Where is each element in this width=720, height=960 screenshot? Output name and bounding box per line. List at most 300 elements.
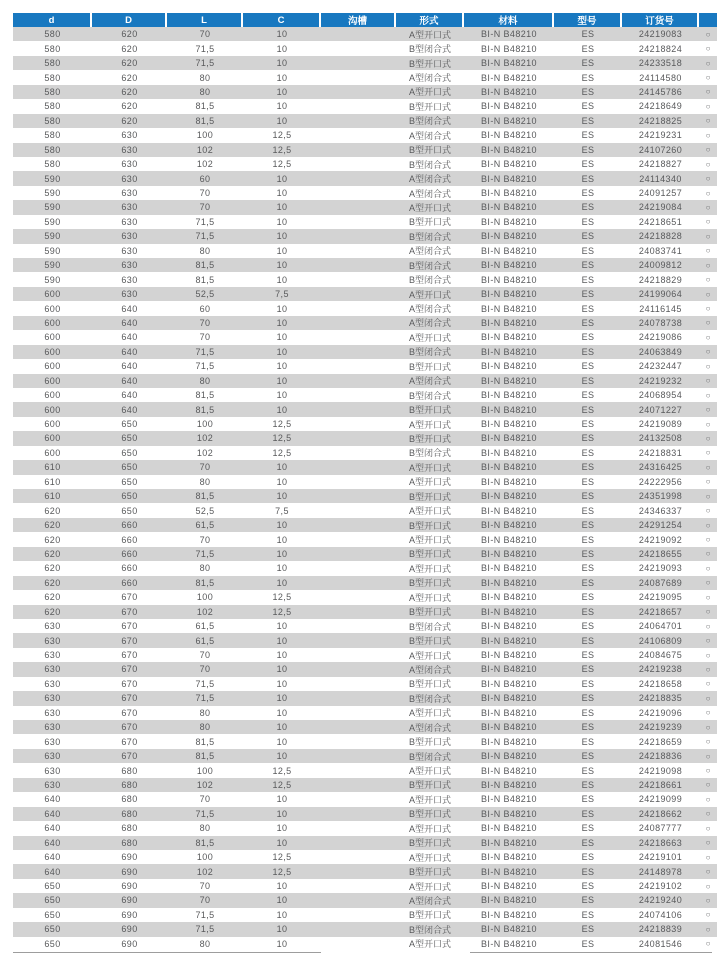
cell-C: 10: [276, 332, 288, 343]
cell-material: BI-N B48210: [481, 274, 537, 285]
cell-D: 680: [121, 794, 138, 805]
cell-groove: [321, 763, 396, 777]
cell-type: A型闭合式: [408, 73, 451, 84]
cell-model: ES: [581, 736, 595, 747]
cell-material: BI-N B48210: [481, 765, 537, 776]
cell-C: 10: [276, 260, 288, 271]
cell-available-mark: ○: [705, 130, 711, 140]
cell-model: ES: [581, 534, 595, 545]
cell-groove: [321, 547, 396, 561]
cell-model: ES: [581, 476, 595, 487]
cell-type: A型开口式: [408, 852, 451, 863]
cell-model: ES: [581, 58, 595, 69]
cell-available-mark: ○: [705, 535, 711, 545]
cell-d: 630: [44, 736, 61, 747]
cell-D: 630: [121, 216, 138, 227]
cell-order-no: 24346337: [638, 505, 683, 516]
table-row: [13, 850, 717, 864]
cell-material: BI-N B48210: [481, 476, 537, 487]
cell-C: 12,5: [272, 866, 292, 877]
cell-groove: [321, 287, 396, 301]
cell-order-no: 24233518: [638, 58, 683, 69]
cell-d: 620: [44, 505, 61, 516]
cell-model: ES: [581, 289, 595, 300]
cell-groove: [321, 576, 396, 590]
cell-type: B型闭合式: [408, 448, 451, 459]
cell-groove: [321, 821, 396, 835]
cell-available-mark: ○: [705, 520, 711, 530]
cell-D: 660: [121, 577, 138, 588]
cell-L: 70: [199, 895, 211, 906]
cell-material: BI-N B48210: [481, 29, 537, 40]
cell-model: ES: [581, 390, 595, 401]
cell-model: ES: [581, 462, 595, 473]
cell-order-no: 24218828: [638, 231, 683, 242]
cell-C: 10: [276, 346, 288, 357]
cell-available-mark: ○: [705, 29, 711, 39]
cell-type: B型开口式: [408, 101, 451, 112]
cell-material: BI-N B48210: [481, 881, 537, 892]
cell-model: ES: [581, 794, 595, 805]
cell-type: A型开口式: [408, 506, 451, 517]
cell-order-no: 24218657: [638, 606, 683, 617]
cell-D: 690: [121, 938, 138, 949]
cell-model: ES: [581, 43, 595, 54]
cell-C: 10: [276, 577, 288, 588]
cell-C: 10: [276, 462, 288, 473]
cell-groove: [321, 807, 396, 821]
cell-type: A型开口式: [408, 708, 451, 719]
cell-model: ES: [581, 144, 595, 155]
cell-groove: [321, 778, 396, 792]
cell-L: 81,5: [195, 115, 215, 126]
cell-available-mark: ○: [705, 549, 711, 559]
cell-d: 640: [44, 794, 61, 805]
cell-material: BI-N B48210: [481, 909, 537, 920]
cell-order-no: 24087777: [638, 823, 683, 834]
cell-L: 81,5: [195, 751, 215, 762]
cell-model: ES: [581, 577, 595, 588]
cell-D: 660: [121, 548, 138, 559]
cell-d: 630: [44, 650, 61, 661]
cell-model: ES: [581, 563, 595, 574]
cell-groove: [321, 648, 396, 662]
cell-order-no: 24219101: [638, 852, 683, 863]
cell-material: BI-N B48210: [481, 520, 537, 531]
cell-groove: [321, 850, 396, 864]
cell-available-mark: ○: [705, 766, 711, 776]
cell-L: 81,5: [195, 260, 215, 271]
cell-model: ES: [581, 866, 595, 877]
cell-d: 580: [44, 130, 61, 141]
cell-order-no: 24291254: [638, 520, 683, 531]
cell-D: 660: [121, 534, 138, 545]
table-row: [13, 633, 717, 647]
cell-L: 81,5: [195, 101, 215, 112]
cell-D: 680: [121, 808, 138, 819]
cell-L: 100: [196, 852, 214, 863]
cell-d: 600: [44, 404, 61, 415]
cell-available-mark: ○: [705, 838, 711, 848]
cell-L: 80: [199, 245, 211, 256]
cell-type: A型闭合式: [408, 722, 451, 733]
cell-available-mark: ○: [705, 289, 711, 299]
cell-type: B型开口式: [408, 737, 451, 748]
cell-order-no: 24064701: [638, 621, 683, 632]
cell-groove: [321, 691, 396, 705]
table-row: [13, 619, 717, 633]
cell-C: 12,5: [272, 779, 292, 790]
cell-d: 600: [44, 317, 61, 328]
table-body: [13, 27, 717, 951]
cell-type: B型闭合式: [408, 44, 451, 55]
cell-C: 10: [276, 520, 288, 531]
table-row: [13, 561, 717, 575]
cell-model: ES: [581, 72, 595, 83]
cell-groove: [321, 460, 396, 474]
cell-available-mark: ○: [705, 491, 711, 501]
table-row: [13, 215, 717, 229]
cell-groove: [321, 864, 396, 878]
cell-C: 10: [276, 881, 288, 892]
cell-d: 580: [44, 86, 61, 97]
table-row: [13, 186, 717, 200]
cell-groove: [321, 171, 396, 185]
cell-D: 670: [121, 707, 138, 718]
cell-model: ES: [581, 650, 595, 661]
cell-available-mark: ○: [705, 188, 711, 198]
cell-d: 640: [44, 837, 61, 848]
cell-D: 640: [121, 346, 138, 357]
cell-order-no: 24219099: [638, 794, 683, 805]
cell-material: BI-N B48210: [481, 462, 537, 473]
table-row: [13, 258, 717, 272]
cell-D: 690: [121, 909, 138, 920]
table-bottom-rule-left: [13, 952, 321, 953]
cell-D: 620: [121, 101, 138, 112]
cell-type: B型开口式: [408, 607, 451, 618]
cell-C: 12,5: [272, 130, 292, 141]
cell-D: 630: [121, 245, 138, 256]
table-row: [13, 99, 717, 113]
cell-material: BI-N B48210: [481, 577, 537, 588]
cell-order-no: 24219098: [638, 765, 683, 776]
cell-C: 10: [276, 548, 288, 559]
cell-d: 600: [44, 419, 61, 430]
cell-L: 52,5: [195, 505, 215, 516]
cell-type: B型闭合式: [408, 116, 451, 127]
cell-C: 12,5: [272, 419, 292, 430]
cell-material: BI-N B48210: [481, 231, 537, 242]
cell-order-no: 24148978: [638, 866, 683, 877]
cell-d: 650: [44, 938, 61, 949]
table-row: [13, 763, 717, 777]
cell-type: A型开口式: [408, 477, 451, 488]
cell-model: ES: [581, 592, 595, 603]
cell-order-no: 24219092: [638, 534, 683, 545]
cell-material: BI-N B48210: [481, 707, 537, 718]
table-row: [13, 114, 717, 128]
cell-model: ES: [581, 621, 595, 632]
cell-order-no: 24107260: [638, 144, 683, 155]
cell-type: B型开口式: [408, 433, 451, 444]
cell-type: B型闭合式: [408, 693, 451, 704]
header-cell-D: D: [92, 13, 167, 27]
cell-D: 620: [121, 115, 138, 126]
cell-C: 10: [276, 664, 288, 675]
cell-model: ES: [581, 693, 595, 704]
cell-model: ES: [581, 86, 595, 97]
cell-order-no: 24219083: [638, 29, 683, 40]
cell-D: 670: [121, 664, 138, 675]
cell-D: 630: [121, 231, 138, 242]
table-row: [13, 85, 717, 99]
cell-L: 102: [196, 433, 214, 444]
cell-C: 12,5: [272, 765, 292, 776]
cell-order-no: 24218836: [638, 751, 683, 762]
cell-available-mark: ○: [705, 679, 711, 689]
cell-C: 10: [276, 173, 288, 184]
table-row: [13, 417, 717, 431]
cell-d: 580: [44, 29, 61, 40]
table-row: [13, 374, 717, 388]
table-row: [13, 734, 717, 748]
cell-groove: [321, 619, 396, 633]
cell-L: 81,5: [195, 577, 215, 588]
cell-order-no: 24116145: [639, 303, 682, 314]
cell-type: A型开口式: [408, 650, 451, 661]
table-bottom-rule-right: [470, 952, 712, 953]
table-row: [13, 301, 717, 315]
cell-d: 610: [44, 476, 61, 487]
cell-model: ES: [581, 808, 595, 819]
cell-d: 590: [44, 245, 61, 256]
cell-d: 620: [44, 548, 61, 559]
cell-groove: [321, 229, 396, 243]
table-row: [13, 287, 717, 301]
cell-groove: [321, 258, 396, 272]
cell-type: A型闭合式: [408, 130, 451, 141]
cell-material: BI-N B48210: [481, 361, 537, 372]
cell-D: 630: [121, 173, 138, 184]
cell-model: ES: [581, 823, 595, 834]
cell-groove: [321, 215, 396, 229]
table-row: [13, 908, 717, 922]
cell-D: 690: [121, 881, 138, 892]
cell-L: 61,5: [195, 635, 215, 646]
cell-type: B型闭合式: [408, 231, 451, 242]
cell-model: ES: [581, 332, 595, 343]
table-row: [13, 547, 717, 561]
cell-groove: [321, 186, 396, 200]
cell-model: ES: [581, 274, 595, 285]
cell-d: 600: [44, 375, 61, 386]
cell-available-mark: ○: [705, 910, 711, 920]
cell-type: A型闭合式: [408, 174, 451, 185]
cell-groove: [321, 937, 396, 951]
cell-groove: [321, 345, 396, 359]
cell-order-no: 24218839: [638, 924, 683, 935]
cell-L: 60: [199, 173, 211, 184]
cell-groove: [321, 662, 396, 676]
cell-type: A型开口式: [408, 289, 451, 300]
cell-C: 10: [276, 794, 288, 805]
cell-order-no: 24199064: [638, 289, 683, 300]
cell-material: BI-N B48210: [481, 390, 537, 401]
header-cell-material: 材料: [464, 13, 554, 27]
cell-order-no: 24218825: [638, 115, 683, 126]
cell-groove: [321, 922, 396, 936]
cell-type: A型开口式: [408, 462, 451, 473]
table-row: [13, 272, 717, 286]
table-row: [13, 157, 717, 171]
cell-L: 70: [199, 332, 211, 343]
cell-C: 10: [276, 534, 288, 545]
cell-D: 670: [121, 621, 138, 632]
cell-available-mark: ○: [705, 318, 711, 328]
table-row: [13, 864, 717, 878]
cell-model: ES: [581, 635, 595, 646]
cell-material: BI-N B48210: [481, 621, 537, 632]
cell-type: B型闭合式: [408, 260, 451, 271]
cell-material: BI-N B48210: [481, 72, 537, 83]
cell-material: BI-N B48210: [481, 43, 537, 54]
cell-available-mark: ○: [705, 376, 711, 386]
cell-groove: [321, 359, 396, 373]
cell-groove: [321, 749, 396, 763]
cell-groove: [321, 244, 396, 258]
cell-C: 10: [276, 317, 288, 328]
cell-model: ES: [581, 881, 595, 892]
cell-material: BI-N B48210: [481, 202, 537, 213]
cell-C: 10: [276, 707, 288, 718]
cell-d: 610: [44, 491, 61, 502]
cell-d: 650: [44, 924, 61, 935]
cell-order-no: 24218655: [638, 548, 683, 559]
table-row: [13, 431, 717, 445]
cell-model: ES: [581, 520, 595, 531]
cell-order-no: 24219093: [638, 563, 683, 574]
cell-L: 102: [196, 779, 214, 790]
cell-groove: [321, 330, 396, 344]
cell-L: 100: [196, 130, 214, 141]
cell-L: 81,5: [195, 404, 215, 415]
cell-d: 640: [44, 808, 61, 819]
cell-C: 10: [276, 476, 288, 487]
cell-L: 80: [199, 375, 211, 386]
cell-type: B型开口式: [408, 578, 451, 589]
cell-d: 590: [44, 188, 61, 199]
cell-available-mark: ○: [705, 664, 711, 674]
cell-d: 620: [44, 563, 61, 574]
cell-groove: [321, 431, 396, 445]
cell-D: 660: [121, 520, 138, 531]
cell-model: ES: [581, 419, 595, 430]
cell-order-no: 24218658: [638, 678, 683, 689]
cell-C: 10: [276, 909, 288, 920]
cell-material: BI-N B48210: [481, 736, 537, 747]
table-row: [13, 792, 717, 806]
cell-order-no: 24219096: [638, 707, 683, 718]
cell-order-no: 24114580: [639, 72, 682, 83]
cell-groove: [321, 836, 396, 850]
cell-C: 10: [276, 303, 288, 314]
cell-order-no: 24081546: [638, 938, 683, 949]
cell-order-no: 24068954: [638, 390, 683, 401]
cell-L: 61,5: [195, 520, 215, 531]
cell-L: 80: [199, 72, 211, 83]
cell-order-no: 24218831: [638, 447, 683, 458]
cell-material: BI-N B48210: [481, 317, 537, 328]
cell-available-mark: ○: [705, 621, 711, 631]
cell-available-mark: ○: [705, 867, 711, 877]
cell-D: 670: [121, 751, 138, 762]
table-row: [13, 590, 717, 604]
cell-D: 640: [121, 317, 138, 328]
cell-L: 71,5: [195, 808, 215, 819]
cell-D: 630: [121, 159, 138, 170]
cell-model: ES: [581, 433, 595, 444]
cell-C: 10: [276, 895, 288, 906]
cell-material: BI-N B48210: [481, 606, 537, 617]
cell-available-mark: ○: [705, 881, 711, 891]
cell-L: 70: [199, 188, 211, 199]
cell-order-no: 24218829: [638, 274, 683, 285]
cell-model: ES: [581, 722, 595, 733]
cell-groove: [321, 475, 396, 489]
cell-available-mark: ○: [705, 304, 711, 314]
cell-material: BI-N B48210: [481, 534, 537, 545]
cell-material: BI-N B48210: [481, 173, 537, 184]
cell-groove: [321, 532, 396, 546]
cell-available-mark: ○: [705, 87, 711, 97]
cell-available-mark: ○: [705, 607, 711, 617]
cell-D: 630: [121, 188, 138, 199]
cell-type: B型开口式: [408, 361, 451, 372]
cell-L: 71,5: [195, 909, 215, 920]
cell-groove: [321, 446, 396, 460]
cell-d: 620: [44, 606, 61, 617]
cell-type: A型开口式: [408, 202, 451, 213]
cell-C: 10: [276, 563, 288, 574]
cell-C: 12,5: [272, 433, 292, 444]
cell-type: A型开口式: [408, 332, 451, 343]
cell-D: 630: [121, 274, 138, 285]
cell-L: 70: [199, 664, 211, 675]
cell-material: BI-N B48210: [481, 563, 537, 574]
cell-d: 610: [44, 462, 61, 473]
cell-L: 71,5: [195, 693, 215, 704]
cell-L: 102: [196, 866, 214, 877]
cell-material: BI-N B48210: [481, 245, 537, 256]
cell-type: B型开口式: [408, 217, 451, 228]
cell-d: 630: [44, 664, 61, 675]
cell-groove: [321, 792, 396, 806]
cell-L: 80: [199, 938, 211, 949]
cell-D: 650: [121, 476, 138, 487]
cell-model: ES: [581, 664, 595, 675]
cell-type: B型开口式: [408, 809, 451, 820]
cell-D: 620: [121, 58, 138, 69]
cell-model: ES: [581, 404, 595, 415]
cell-groove: [321, 605, 396, 619]
cell-d: 630: [44, 693, 61, 704]
cell-D: 650: [121, 505, 138, 516]
cell-available-mark: ○: [705, 101, 711, 111]
cell-groove: [321, 518, 396, 532]
cell-order-no: 24218649: [638, 101, 683, 112]
cell-L: 102: [196, 606, 214, 617]
